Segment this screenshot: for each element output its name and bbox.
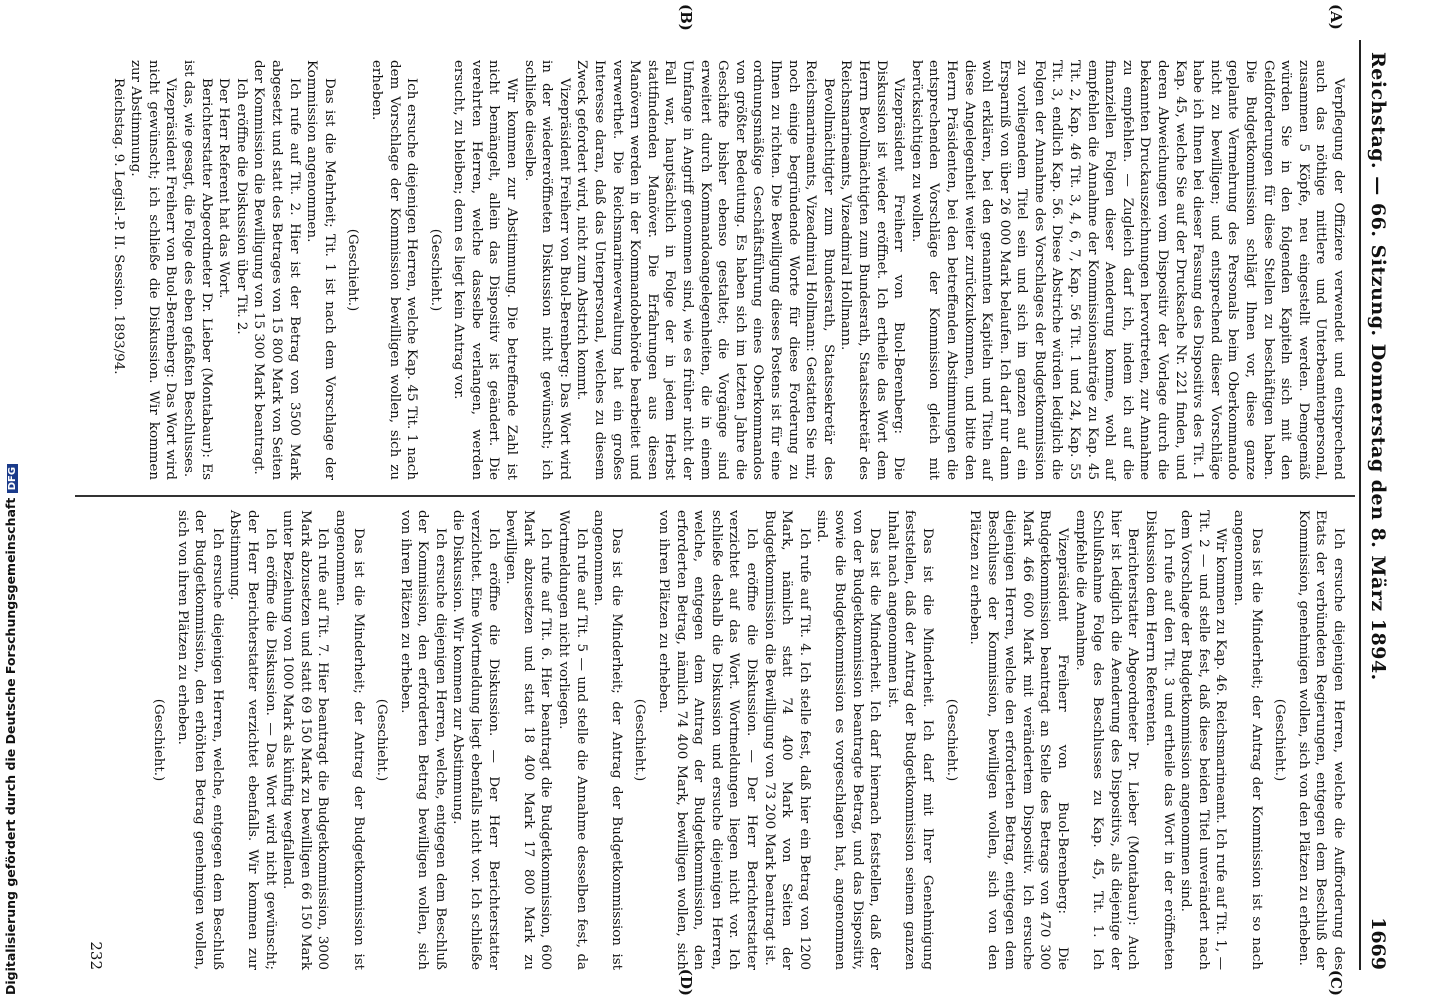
edge-credit-text: Digitalisierung gefördert durch die Deutsche Forschungsgemeinschaft — [3, 497, 18, 995]
col1-paragraph: (Geschieht.) — [427, 228, 443, 312]
page-number: 1669 — [1367, 917, 1389, 970]
col2-paragraph: Das ist die Minderheit. Ich darf hiernach feststellen, daß der von der Budgetkommission beantragte Betrag, und das Dispositiv, sowie die Budgetkommission es vorgeschlagen hat, angenommen sind. — [814, 510, 883, 970]
col1-paragraph: Wir kommen zur Abstimmung. Die betreffende Zahl ist nicht bemängelt, allein das Dispositiv ist geändert. Die verehrten Herren, welche dasselbe verlangen, werden ersucht, zu bleiben; denn es liegt kein Antrag vor. — [451, 60, 520, 480]
col1-paragraph: Vizepräsident Freiherr von Buol-Berenberg: Die Diskussion ist wieder eröffnet. Ich ertheile das Wort dem Herrn Bevollmächtigten zum Bundesrath, Staatssekretär des Reichsmarineamts, Vizeadmiral Hollmann. — [838, 60, 907, 480]
col2-paragraph: Ich ersuche diejenigen Herren, welche die Aufforderung des Etats der verbündeten Regierungen, entgegen dem Beschluß der Kommission, genehmigen wollen, sich von den Plätzen zu erheben. — [1295, 510, 1346, 970]
margin-marker-a: (A) — [1327, 4, 1345, 30]
col1-paragraph: Der Herr Referent hat das Wort. — [216, 78, 232, 299]
col2-paragraph: (Geschieht.) — [374, 698, 390, 782]
col1-paragraph: Berichterstatter Abgeordneter Dr. Lieber (Montabaur): Es ist das, wie gesagt, die Folge des eben gefaßten Beschlusses. — [181, 60, 214, 480]
col1-paragraph: Das ist die Mehrheit; Tit. 1 ist nach dem Vorschlage der Kommission angenommen. — [304, 60, 337, 480]
header-rule — [1359, 40, 1361, 970]
margin-marker-b: (B) — [677, 4, 695, 31]
col1-paragraph: Verpflegung der Offiziere verwendet und entsprechend auch das nöthige mittlere und Unterbeamtenpersonal, zusammen 5 Köpfe, neu eingestellt werden. Demgemäß würden Sie in den folgenden Kapiteln sich mit den Geldforderungen für diese Stellen zu beschäftigen haben. Die Budgetkommission schlägt Ihnen vor, diese ganze geplante Vermehrung des Personals beim Oberkommando nicht zu bewilligen; und entsprechend dieser Vorschläge habe ich Ihnen bei dieser Fassung des Dispositivs des Tit. 1 Kap. 45, welche Sie auf der Drucksache Nr. 221 finden, und deren Abweichungen vom Dispositiv der Vorlage durch die bekannten Druckauszeichnungen hervortreten, zur Annahme zu empfehlen. — Zugleich darf ich, indem ich auf die finanziellen Folgen dieser Aenderung komme, wohl auf empfehlen die Annahme der Kommissionsanträge zu Kap. 45 Tit. 2, Kap. 46 Tit. 3, 4, 6, 7, Kap. 56 Tit. 1 und 24, Kap. 55 Tit. 3, endlich Kap. 56. Diese Abstriche würden lediglich die Folgen der Annahme des Vorschlages der Budgetkommission zu vorliegendem Titel sein und sich im ganzen auf ein Ersparniß von über 26 000 Mark belaufen. Ich darf nur dann wohl erklären, bei den genannten Kapiteln und Titeln auf diese Angelegenheit weiter zurückzukommen, und bitte den Herrn Präsidenten, bei den betreffenden Abstimmungen die entsprechenden Vorschläge der Kommission gleich mit berücksichtigen zu wollen. — [908, 60, 1346, 480]
col2-paragraph: Das ist die Minderheit. Ich darf mit Ihrer Genehmigung feststellen, daß der Antrag der Budgetkommission seinem ganzen Inhalt nach angenommen ist. — [884, 510, 935, 970]
col2-paragraph: Das ist die Minderheit; der Antrag der Budgetkommission ist angenommen. — [332, 510, 366, 970]
col1-paragraph: Vizepräsident Freiherr von Buol-Berenberg: Das Wort wird nicht gewünscht; ich schließe die Diskussion. Wir kommen zur Abstimmung. — [128, 60, 179, 480]
rotated-page-content — [75, 0, 1395, 1000]
col2-paragraph: Ich eröffne die Diskussion. — Das Wort wird nicht gewünscht; der Herr Berichterstatter verzichtet ebenfalls. Wir kommen zur Abstimmung. — [227, 510, 278, 970]
text-column-right — [143, 510, 1347, 970]
page-header — [1359, 0, 1395, 1000]
col2-paragraph: Das ist die Minderheit; der Antrag der Budgetkommission ist angenommen. — [591, 510, 624, 970]
col2-paragraph: (Geschieht.) — [151, 698, 166, 782]
col2-paragraph: (Geschieht.) — [943, 698, 959, 782]
col1-paragraph: Bevollmächtigter zum Bundesrath, Staatssekretär des Reichsmarineamts, Vizeadmiral Hollmann: Gestatten Sie mir, noch einige begründende Worte für diese Forderung zu Ihnen zu richten. Die Bewilligung dieses Postens ist für eine ordnungsmäßige Geschäftsführung eines Oberkommandos von größter Bedeutung. Es haben sich im letzten Jahre die Geschäfte bisher ebenso gestaltet; die Vorgänge sind erweitert durch Kommandoangelegenheiten, die in einem Umfange in Angriff genommen sind, wie es früher nicht der Fall war, hauptsächlich in Folge der in jedem Herbst stattfindenden Manöver. Die Erfahrungen aus diesen Manövern werden in der Kommandobehörde bearbeitet und verwerthet. Die Reichsmarineverwaltung hat ein großes Interesse daran, daß das Unterpersonal, welches zu diesem Zweck gefordert wird, nicht zum Abstrich kommt. — [574, 60, 836, 480]
col2-paragraph: Ich rufe auf Tit. 6. Hier beantragt die Budgetkommission, 600 Mark abzusetzen und statt 18 400 Mark 17 800 Mark zu bewilligen. — [503, 510, 554, 970]
footer-page-number: 232 — [87, 941, 105, 970]
margin-marker-c: (C) — [1327, 969, 1345, 996]
col1-paragraph: Reichstag. 9. Legisl.-P. II. Session. 1893/94. — [110, 78, 126, 375]
column-divider — [75, 495, 1355, 497]
col2-paragraph: Ich eröffne die Diskussion. — Der Herr Berichterstatter verzichtet auf das Wort. Wortmeldungen liegen nicht vor. Ich schließe deshalb die Diskussion und ersuche diejenigen Herren, welche, entgegen dem Antrag der Budgetkommission, den erforderten Betrag, nämlich 74 400 Mark, bewilligen wollen, sich von ihren Plätzen zu erheben. — [656, 510, 759, 970]
col1-paragraph: Ich eröffne die Diskussion über Tit. 2. — [233, 78, 249, 335]
col2-paragraph: Ich ersuche diejenigen Herren, welche, entgegen dem Beschluß der Budgetkommission, den erhöhten Betrag genehmigen wollen, sich von ihren Plätzen zu erheben. — [174, 510, 225, 970]
col2-paragraph: (Geschieht.) — [632, 698, 648, 782]
col2-paragraph: (Geschieht.) — [1272, 698, 1288, 782]
col2-paragraph: Wir kommen zu Kap. 46. Reichsmarineamt. Ich rufe auf Tit. 1, — Tit. 2 — und stelle fest, daß diese beiden Titel unverändert nach dem Vorschlage der Budgetkommission angenommen sind. — [1178, 510, 1229, 970]
col2-paragraph: Ich rufe auf Tit. 7. Hier beantragt die Budgetkommission, 3000 Mark abzusetzen und statt 69 150 Mark zu bewilligen 66 150 Mark unter Beziehung von 1000 Mark als künftig wegfallend. — [280, 510, 331, 970]
col1-paragraph: Vizepräsident Freiherr von Buol-Berenberg: Das Wort wird in der wiedereröffneten Diskussion nicht gewünscht; ich schließe dieselbe. — [521, 60, 572, 480]
col2-paragraph: Berichterstatter Abgeordneter Dr. Lieber (Montabaur): Auch hier ist lediglich die Aenderung des Dispositivs, als diejenige der Schlußnahme Folge des Beschlusses zu Kap. 45, Tit. 1. Ich empfehle die Annahme. — [1072, 510, 1141, 970]
col2-paragraph: Ich ersuche diejenigen Herren, welche, entgegen dem Beschluß der Kommission, den erforderten Betrag bewilligen wollen, sich von ihren Plätzen zu erheben. — [397, 510, 448, 970]
margin-marker-d: (D) — [677, 968, 695, 996]
col2-paragraph: Ich rufe auf Tit. 4. Ich stelle fest, daß hier ein Betrag von 1200 Mark, nämlich statt 74 400 Mark von Seiten der Budgetkommission die Bewilligung von 73 200 Mark beantragt ist. — [761, 510, 812, 970]
col1-paragraph: Ich ersuche diejenigen Herren, welche Kap. 45 Tit. 1 nach dem Vorschlage der Kommission bewilligen wollen, sich zu erheben. — [368, 60, 420, 480]
col2-paragraph: Das ist die Minderheit; der Antrag der Kommission ist so nach angenommen. — [1231, 510, 1264, 970]
dfg-logo: DFG — [7, 464, 18, 493]
col2-paragraph: Ich eröffne die Diskussion. — Der Herr Berichterstatter verzichtet. Eine Wortmeldung liegt ebenfalls nicht vor. Ich schließe die Diskussion. Wir kommen zur Abstimmung. — [450, 510, 501, 970]
running-header: Reichstag. — 66. Sitzung. Donnerstag den 8. März 1894. — [1367, 52, 1389, 681]
col2-paragraph: Ich rufe auf den Tit. 3 und ertheile das Wort in der eröffneten Diskussion dem Herrn Referenten. — [1143, 510, 1176, 970]
col2-paragraph: Ich rufe auf Tit. 5 — und stelle die Annahme desselben fest, da Wortmeldungen nicht vorliegen. — [556, 510, 589, 970]
edge-credit-strip — [0, 0, 22, 1000]
col1-paragraph: (Geschieht.) — [345, 228, 361, 312]
text-column-left — [109, 60, 1347, 480]
col1-paragraph: Ich rufe auf Tit. 2. Hier ist der Betrag von 3500 Mark abgesetzt und statt des Betrages von 15 800 Mark von Seiten der Kommission die Bewilligung von 15 300 Mark beantragt. — [251, 60, 302, 480]
col2-paragraph: Vizepräsident Freiherr von Buol-Berenberg: Die Budgetkommission beantragt an Stelle des Betrags von 470 300 Mark 466 600 Mark mit verändertem Dispositiv. Ich ersuche diejenigen Herren, welche den erforderten Betrag, entgegen dem Beschlusse der Kommission, bewilligen wollen, sich von den Plätzen zu erheben. — [967, 510, 1071, 970]
